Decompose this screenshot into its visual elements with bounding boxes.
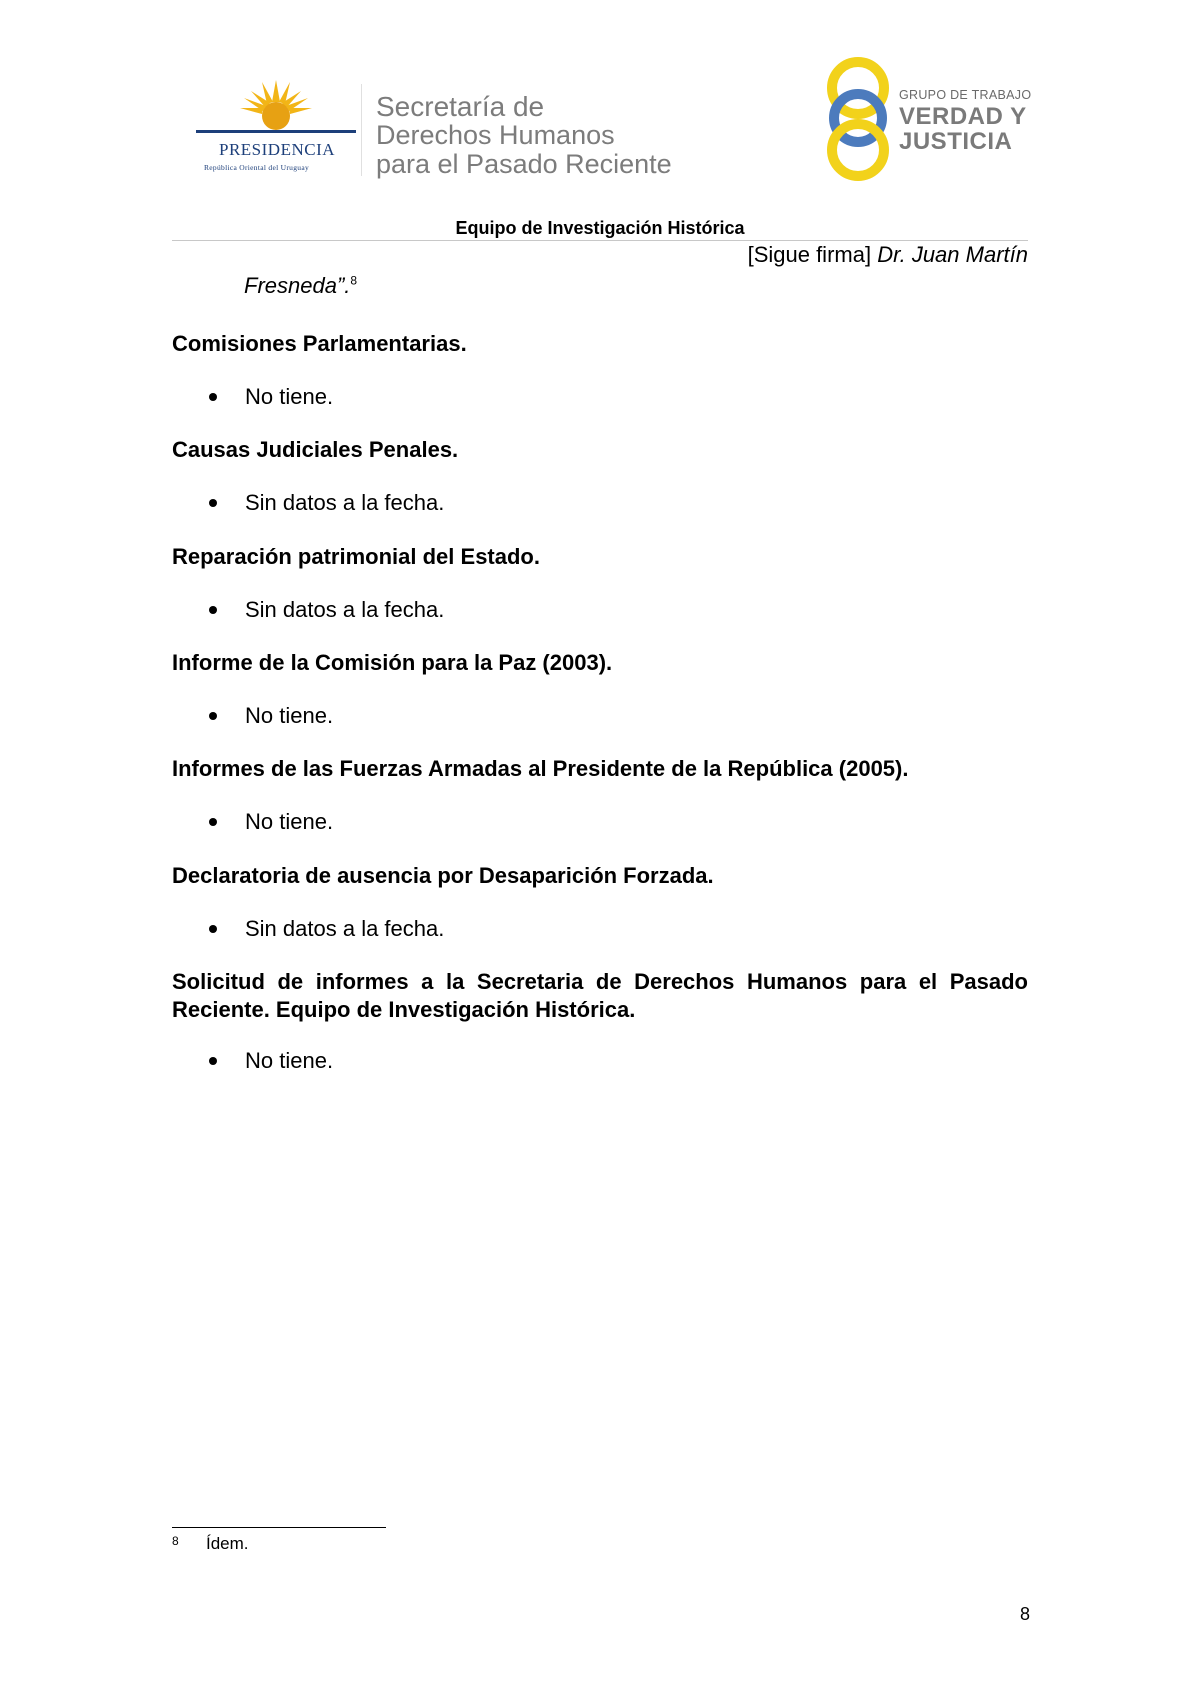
bullet-text: No tiene.	[245, 809, 334, 834]
continuation-line2	[244, 273, 357, 299]
list-item	[245, 809, 333, 835]
page-number: 8	[1019, 1604, 1030, 1624]
continuation-bracket: [Sigue firma]	[747, 242, 872, 267]
bullet-icon	[209, 712, 217, 720]
section-heading: Solicitud de informes a la Secretaria de Derechos Humanos para el Pasado Reciente. Equipo de Investigación Histórica.	[172, 969, 1028, 1022]
footnote-text: Ídem.	[206, 1534, 249, 1553]
rings-icon	[826, 56, 896, 182]
grupo-line3: JUSTICIA	[899, 128, 1013, 155]
list-item	[245, 384, 333, 410]
bullet-text: No tiene.	[245, 1048, 334, 1073]
secretaria-line3: para el Pasado Reciente	[376, 149, 672, 179]
list-item	[245, 703, 333, 729]
presidencia-logo	[196, 78, 356, 178]
bullet-text: Sin datos a la fecha.	[245, 597, 445, 622]
list-item	[245, 1048, 333, 1074]
bullet-icon	[209, 1057, 217, 1065]
presidencia-name: PRESIDENCIA	[219, 140, 336, 159]
section-heading: Informes de las Fuerzas Armadas al Presidente de la República (2005).	[172, 756, 909, 781]
bullet-text: No tiene.	[245, 384, 334, 409]
bullet-icon	[209, 818, 217, 826]
bullet-icon	[209, 499, 217, 507]
footnote-ref: 8	[350, 273, 358, 288]
list-item	[245, 916, 444, 942]
section-heading: Reparación patrimonial del Estado.	[172, 544, 540, 569]
continuation-signer: Dr. Juan Martín	[877, 242, 1028, 267]
continuation-text: Fresneda”.	[244, 273, 351, 298]
bullet-text: Sin datos a la fecha.	[245, 916, 445, 941]
list-item	[245, 597, 444, 623]
bullet-text: Sin datos a la fecha.	[245, 490, 445, 515]
secretaria-line2: Derechos Humanos	[376, 120, 615, 150]
bullet-icon	[209, 393, 217, 401]
secretaria-title	[376, 92, 672, 179]
footnote-separator	[172, 1527, 386, 1528]
team-name: Equipo de Investigación Histórica	[455, 218, 745, 238]
grupo-trabajo-logo	[826, 56, 1032, 182]
section-heading: Causas Judiciales Penales.	[172, 437, 459, 462]
grupo-line1: GRUPO DE TRABAJO	[899, 88, 1032, 102]
header-divider	[361, 84, 362, 176]
bullet-icon	[209, 606, 217, 614]
grupo-line2: VERDAD Y	[899, 103, 1027, 130]
continuation-line1	[706, 242, 1028, 268]
bullet-icon	[209, 925, 217, 933]
section-heading: Informe de la Comisión para la Paz (2003).	[172, 650, 613, 675]
bullet-text: No tiene.	[245, 703, 334, 728]
secretaria-line1: Secretaría de	[376, 91, 545, 122]
footnote-number: 8	[172, 1534, 179, 1548]
header-rule	[172, 240, 1028, 241]
sun-icon	[196, 78, 356, 138]
section-heading: Declaratoria de ausencia por Desaparición Forzada.	[172, 863, 714, 888]
section-heading: Comisiones Parlamentarias.	[172, 331, 467, 356]
presidencia-subtitle: República Oriental del Uruguay	[204, 163, 310, 172]
list-item	[245, 490, 444, 516]
